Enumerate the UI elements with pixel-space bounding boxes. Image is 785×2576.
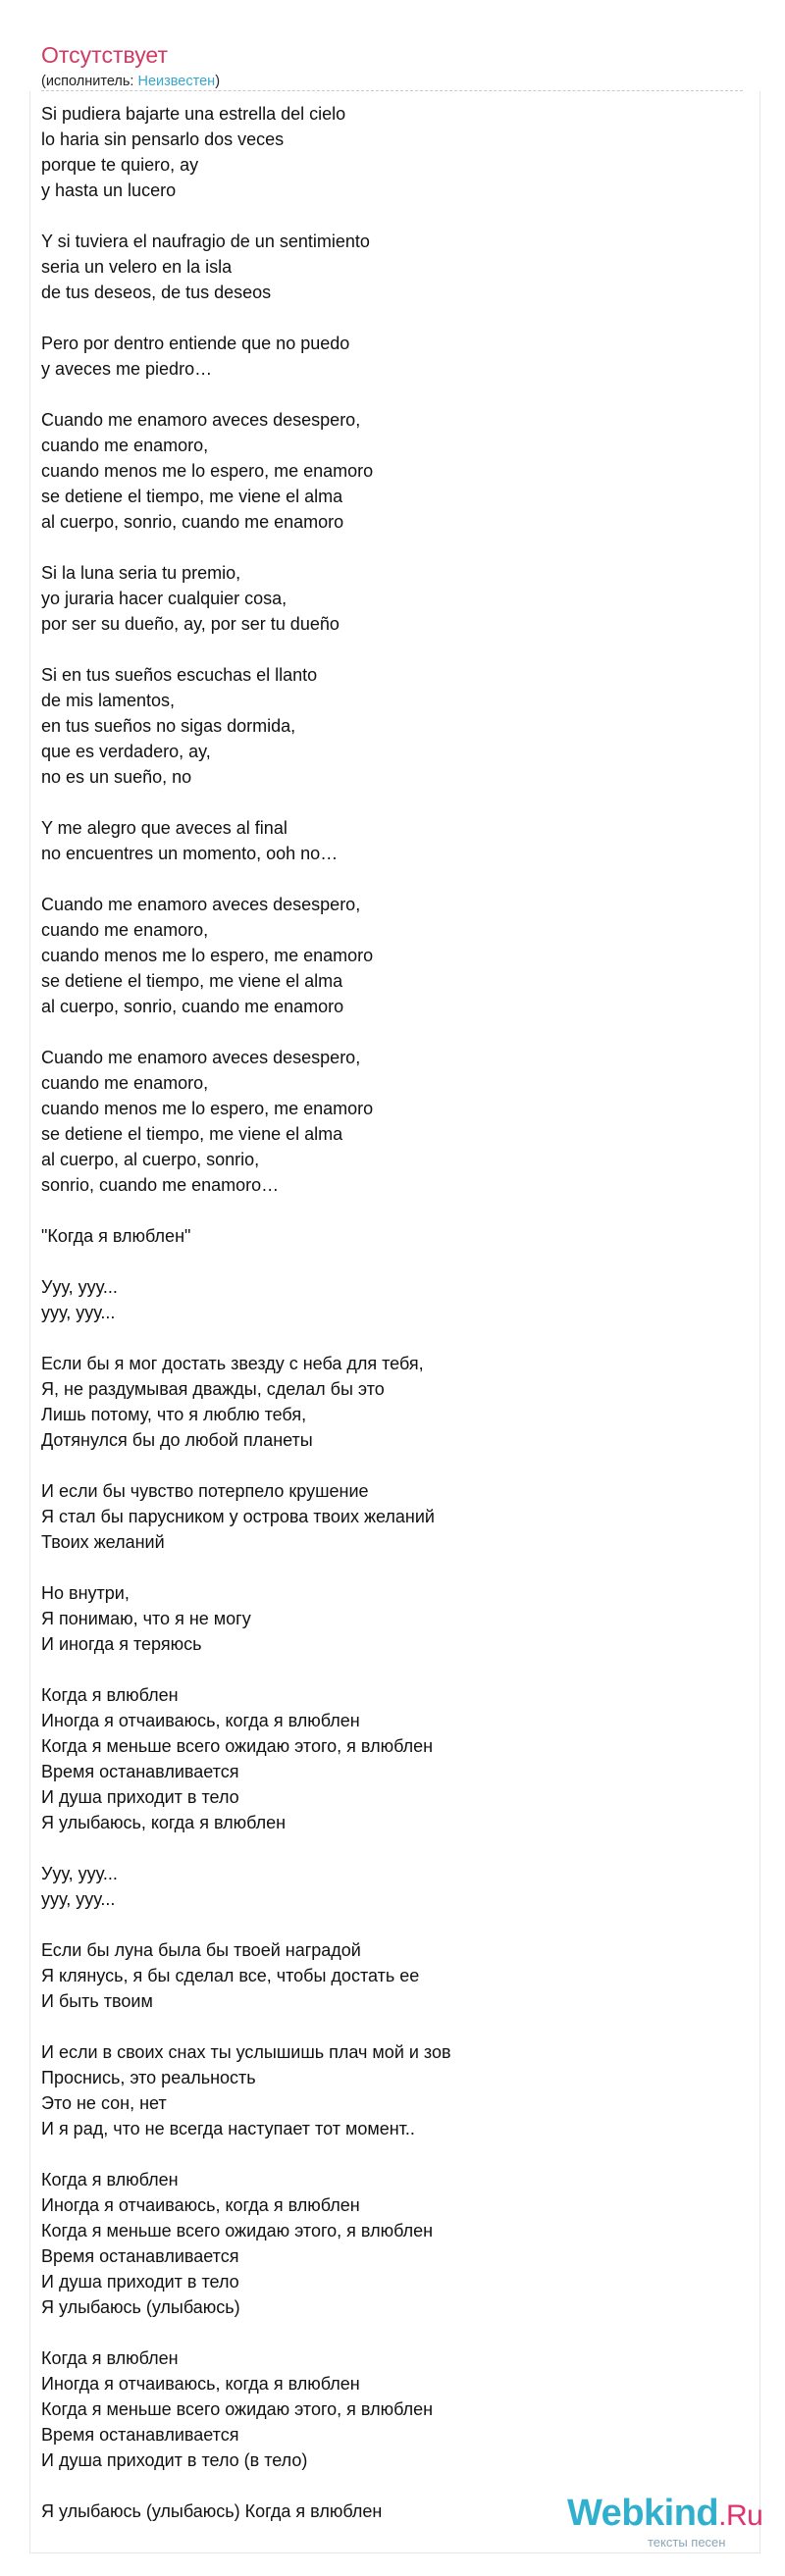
lyrics-text: Si pudiera bajarte una estrella del cielo lo haria sin pensarlo dos veces porque te quiero, ay y hasta un lucero Y si tuviera el naufragio de un sentimiento seria un velero en la isla de tus deseos, de tus deseos Pero por dentro entiende que no puedo y aveces me piedro… Cuando me enamoro aveces desespero, cuando me enamoro, cuando menos me lo espero, me enamoro se detiene el tiempo, me viene el alma al cuerpo, sonrio, cuando me enamoro Si la luna seria tu premio, yo juraria hacer cualquier cosa, por ser su dueño, ay, por ser tu dueño Si en tus sueños escuchas el llanto de mis lamentos, en tus sueños no sigas dormida, que es verdadero, ay, no es un sueño, no Y me alegro que aveces al final no encuentres un momento, ooh no… Cuando me enamoro aveces desespero, cuando me enamoro, cuando menos me lo espero, me enamoro se detiene el tiempo, me viene el alma al cuerpo, sonrio, cuando me enamoro Cuando me enamoro aveces desespero, cuando me enamoro, cuando menos me lo espero, me enamoro se detiene el tiempo, me viene el alma al cuerpo, al cuerpo, sonrio, sonrio, cuando me enamoro… "Когда я влюблен" Ууу, ууу... ууу, ууу... Если бы я мог достать звезду с неба для тебя, Я, не раздумывая дважды, сделал бы это Лишь потому, что я люблю тебя, Дотянулся бы до любой планеты И если бы чувство потерпело крушение Я стал бы парусником у острова твоих желаний Твоих желаний Но внутри, Я понимаю, что я не могу И иногда я теряюсь Когда я влюблен Иногда я отчаиваюсь, когда я влюблен Когда я меньше всего ожидаю этого, я влюблен Время останавливается И душа приходит в тело Я улыбаюсь, когда я влюблен Ууу, ууу... ууу, ууу... Если бы луна была бы твоей наградой Я клянусь, я бы сделал все, чтобы достать ее И быть твоим И если в своих снах ты услышишь плач мой и зов Проснись, это реальность Это не сон, нет И я рад, что не всегда наступает тот момент.. Когда я влюблен Иногда я отчаиваюсь, когда я влюблен Когда я меньше всего ожидаю этого, я влюблен Время останавливается И душа приходит в тело Я улыбаюсь (улыбаюсь) Когда я влюблен Иногда я отчаиваюсь, когда я влюблен Когда я меньше всего ожидаю этого, я влюблен Время останавливается И душа приходит в тело (в тело) Я улыбаюсь (улыбаюсь) Когда я влюблен — [41, 104, 451, 2521]
artist-prefix: (исполнитель: — [41, 74, 138, 89]
logo-dot: . — [718, 2499, 726, 2532]
artist-line — [41, 73, 743, 90]
logo-tld: Ru — [725, 2499, 763, 2532]
logo-wordmark — [567, 2492, 773, 2538]
artist-suffix: ) — [215, 74, 221, 89]
site-logo[interactable] — [567, 2492, 773, 2560]
artist-link[interactable]: Неизвестен — [137, 74, 216, 89]
song-title: Отсутствует — [41, 42, 168, 68]
logo-brand: Webkind — [567, 2493, 719, 2534]
logo-tagline: тексты песен — [648, 2535, 726, 2550]
song-header — [41, 41, 743, 90]
